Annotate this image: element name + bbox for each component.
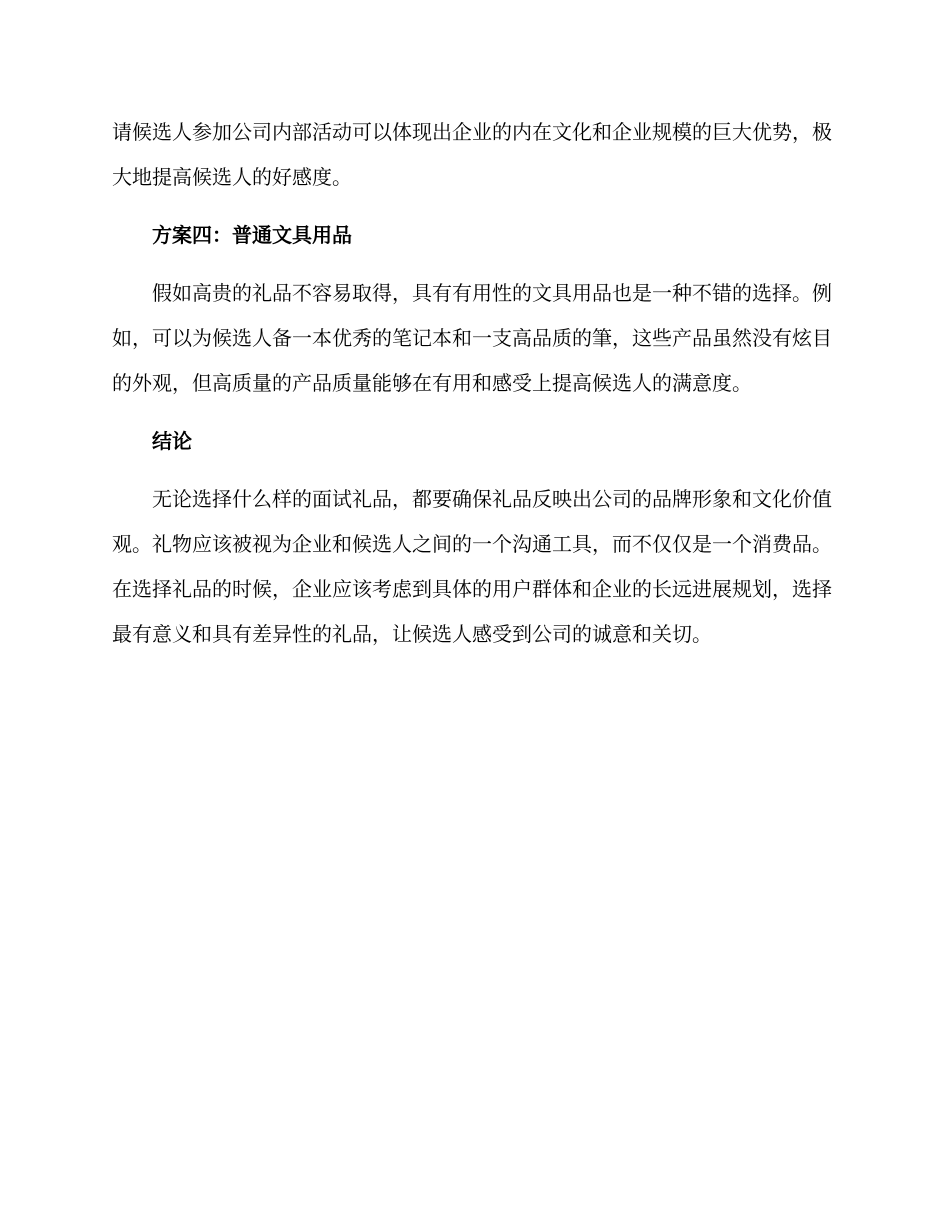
- heading-option-four: 方案四：普通文具用品: [152, 223, 352, 247]
- heading-conclusion: 结论: [152, 429, 192, 453]
- document-body: [112, 110, 832, 657]
- paragraph-conclusion: 无论选择什么样的面试礼品，都要确保礼品反映出公司的品牌形象和文化价值观。礼物应该被视为企业和候选人之间的一个沟通工具，而不仅仅是一个消费品。在选择礼品的时候，企业应该考虑到具体的用户群体和企业的长远进展规划，选择最有意义和具有差异性的礼品，让候选人感受到公司的诚意和关切。: [112, 487, 832, 646]
- paragraph-stationery: 假如高贵的礼品不容易取得，具有有用性的文具用品也是一种不错的选择。例如，可以为候选人备一本优秀的笔记本和一支高品质的筆，这些产品虽然没有炫目的外观，但高质量的产品质量能够在有用和感受上提高候选人的满意度。: [112, 281, 832, 395]
- paragraph-internal-activities: 请候选人参加公司内部活动可以体现出企业的内在文化和企业规模的巨大优势，极大地提高候选人的好感度。: [112, 120, 832, 189]
